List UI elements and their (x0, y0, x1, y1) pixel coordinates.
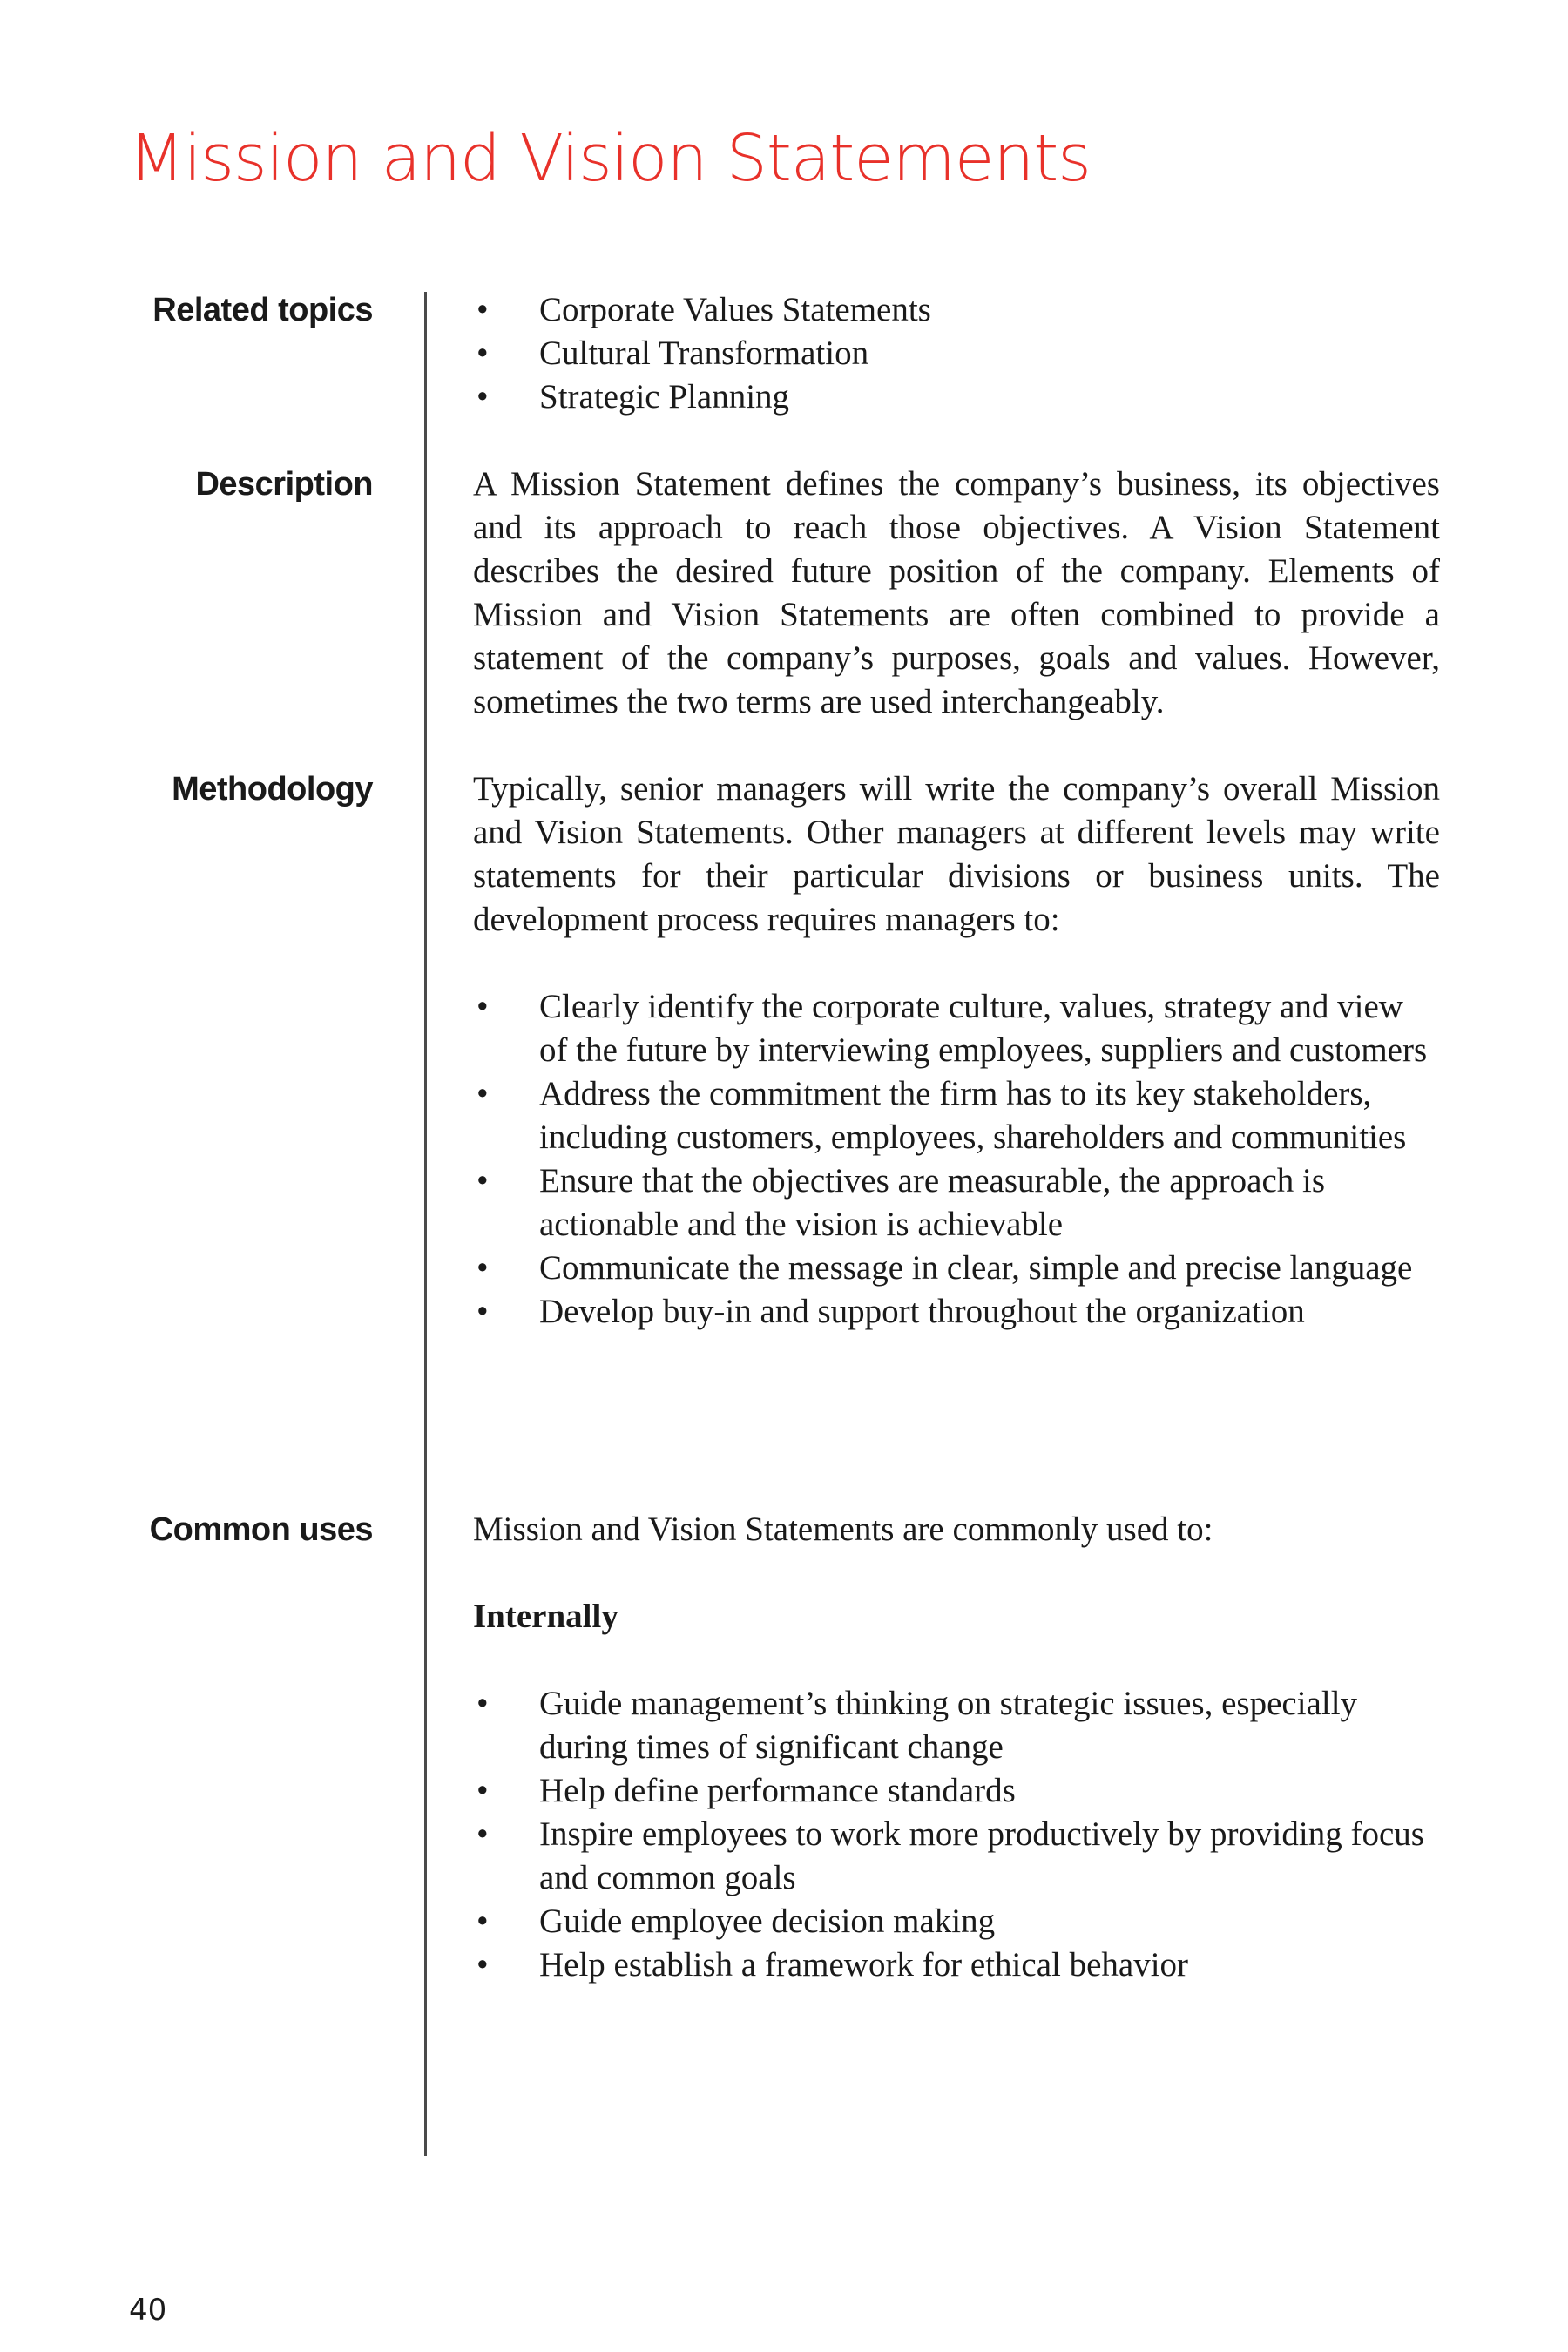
description-label: Description (195, 466, 373, 503)
methodology-label: Methodology (172, 771, 373, 808)
related-topics-label: Related topics (152, 292, 373, 328)
bullet-icon: • (476, 1772, 489, 1809)
bullet-icon: • (476, 1903, 489, 1940)
list-item: • Strategic Planning (473, 375, 1440, 419)
bullet-icon: • (476, 291, 489, 328)
related-topics-list (473, 288, 1440, 419)
bullet-icon: • (476, 988, 489, 1025)
description-text: A Mission Statement defines the company’s business, its objectives and its approach to reach those objectives. A Vision Statement describes the desired future position of the company. Elements of Mission and Vision Statements are often combined to provide a statement of the company’s purposes, goals and values. However, sometimes the two terms are used interchangeably. (473, 465, 1440, 720)
description-section (473, 463, 1440, 724)
bullet-icon: • (476, 1075, 489, 1112)
methodology-section (473, 767, 1440, 1334)
list-item: • Corporate Values Statements (473, 288, 1440, 332)
bullet-icon: • (476, 1946, 489, 1984)
methodology-intro: Typically, senior managers will write the company’s overall Mission and Vision Statements. Other managers at different levels may write statements for their particular divisions or business units. The development process requires managers to: (473, 770, 1440, 938)
page-number: 40 (129, 2293, 167, 2328)
column-divider (424, 292, 427, 2156)
methodology-list (473, 985, 1440, 1334)
list-item: • Cultural Transformation (473, 332, 1440, 375)
bullet-icon: • (476, 1162, 489, 1200)
bullet-icon: • (476, 1293, 489, 1330)
page-title: Mission and Vision Statements (129, 121, 1091, 196)
list-item: • Address the commitment the firm has to its key stakeholders, including customers, employees, shareholders and communities (473, 1072, 1440, 1159)
list-item: • Guide employee decision making (473, 1900, 1440, 1943)
list-item: • Ensure that the objectives are measurable, the approach is actionable and the vision is achievable (473, 1159, 1440, 1247)
common-uses-intro: Mission and Vision Statements are commonly used to: (473, 1511, 1213, 1548)
list-item: • Help establish a framework for ethical behavior (473, 1943, 1440, 1987)
common-uses-label: Common uses (149, 1511, 373, 1548)
list-item: • Guide management’s thinking on strategic issues, especially during times of significant change (473, 1682, 1440, 1769)
related-topics-section (473, 288, 1440, 419)
bullet-icon: • (476, 335, 489, 372)
bullet-icon: • (476, 1815, 489, 1853)
bullet-icon: • (476, 1685, 489, 1722)
bullet-icon: • (476, 378, 489, 416)
list-item: • Inspire employees to work more productively by providing focus and common goals (473, 1813, 1440, 1900)
common-uses-list (473, 1682, 1440, 1987)
list-item: • Clearly identify the corporate culture, values, strategy and view of the future by interviewing employees, suppliers and customers (473, 985, 1440, 1072)
common-uses-section (473, 1508, 1440, 1987)
list-item: • Help define performance standards (473, 1769, 1440, 1813)
bullet-icon: • (476, 1249, 489, 1287)
common-uses-subheading: Internally (473, 1598, 618, 1635)
list-item: • Develop buy-in and support throughout the organization (473, 1290, 1440, 1334)
list-item: • Communicate the message in clear, simple and precise language (473, 1247, 1440, 1290)
